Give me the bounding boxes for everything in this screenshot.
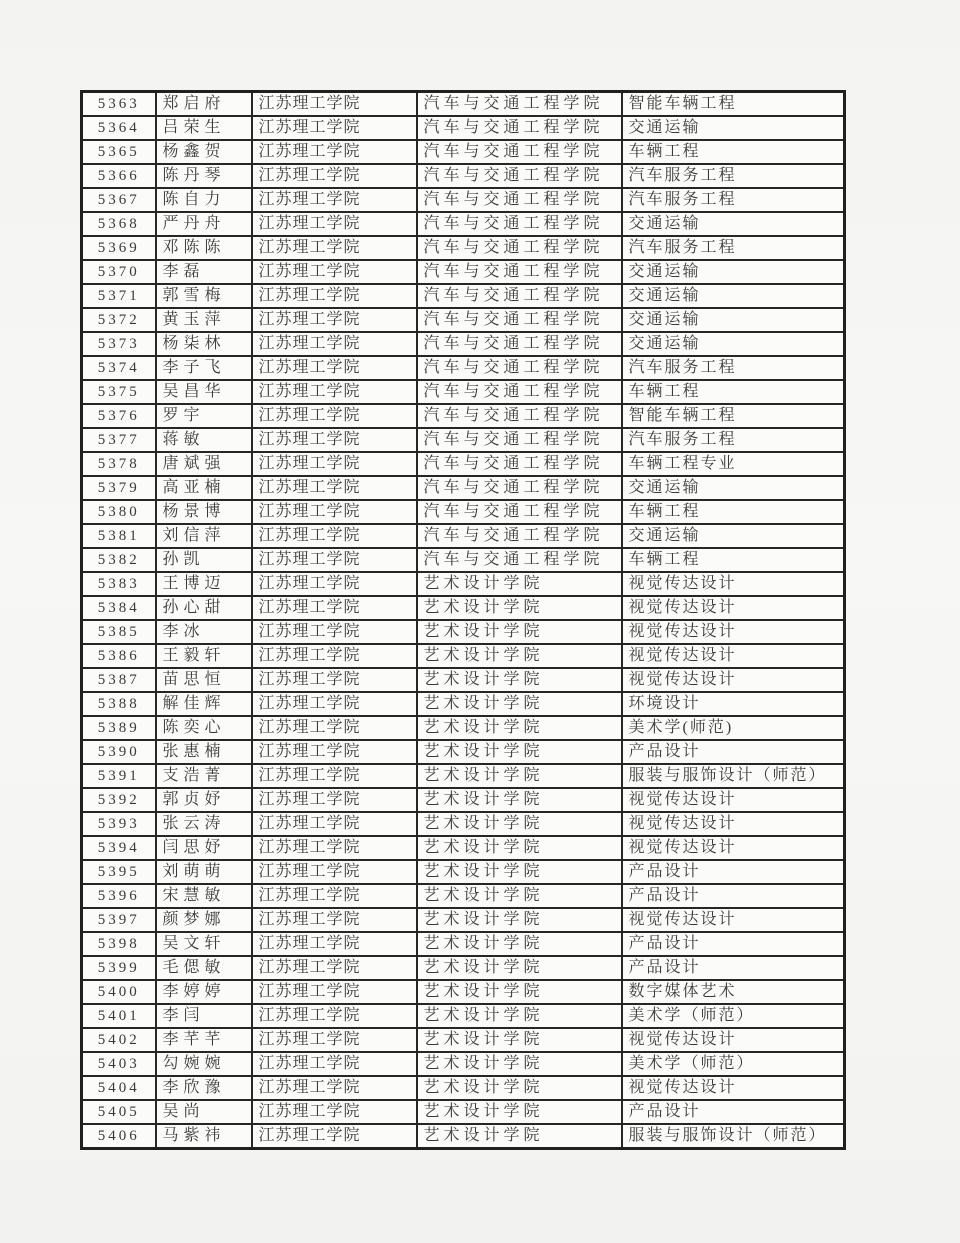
cell-student-number: 5378 [82, 452, 156, 476]
table-row [82, 140, 845, 164]
table-row [82, 500, 845, 524]
cell-student-name: 黄玉萍 [156, 308, 252, 332]
cell-student-name: 王博迈 [156, 572, 252, 596]
cell-college: 汽车与交通工程学院 [417, 188, 622, 212]
cell-university: 江苏理工学院 [252, 236, 417, 260]
cell-student-number: 5369 [82, 236, 156, 260]
cell-college: 汽车与交通工程学院 [417, 116, 622, 140]
cell-university: 江苏理工学院 [252, 980, 417, 1004]
cell-college: 汽车与交通工程学院 [417, 92, 622, 117]
cell-college: 汽车与交通工程学院 [417, 284, 622, 308]
cell-college: 艺术设计学院 [417, 668, 622, 692]
cell-university: 江苏理工学院 [252, 932, 417, 956]
table-row [82, 908, 845, 932]
cell-major: 汽车服务工程 [622, 188, 845, 212]
cell-student-number: 5372 [82, 308, 156, 332]
cell-college: 艺术设计学院 [417, 980, 622, 1004]
cell-college: 汽车与交通工程学院 [417, 332, 622, 356]
cell-college: 汽车与交通工程学院 [417, 476, 622, 500]
cell-university: 江苏理工学院 [252, 956, 417, 980]
cell-student-number: 5375 [82, 380, 156, 404]
cell-student-name: 郭贞妤 [156, 788, 252, 812]
cell-college: 艺术设计学院 [417, 596, 622, 620]
cell-student-name: 邓陈陈 [156, 236, 252, 260]
table-row [82, 836, 845, 860]
cell-university: 江苏理工学院 [252, 212, 417, 236]
cell-university: 江苏理工学院 [252, 284, 417, 308]
cell-college: 汽车与交通工程学院 [417, 500, 622, 524]
cell-university: 江苏理工学院 [252, 692, 417, 716]
table-row [82, 116, 845, 140]
cell-university: 江苏理工学院 [252, 1004, 417, 1028]
cell-student-name: 苗思恒 [156, 668, 252, 692]
table-row [82, 788, 845, 812]
cell-major: 汽车服务工程 [622, 164, 845, 188]
cell-university: 江苏理工学院 [252, 404, 417, 428]
cell-major: 交通运输 [622, 332, 845, 356]
cell-student-number: 5363 [82, 92, 156, 117]
cell-student-number: 5381 [82, 524, 156, 548]
table-row [82, 644, 845, 668]
table-row [82, 884, 845, 908]
table-row [82, 668, 845, 692]
cell-student-name: 杨柒林 [156, 332, 252, 356]
cell-student-name: 勾婉婉 [156, 1052, 252, 1076]
cell-university: 江苏理工学院 [252, 716, 417, 740]
cell-university: 江苏理工学院 [252, 1100, 417, 1124]
cell-student-name: 刘萌萌 [156, 860, 252, 884]
cell-student-name: 李芊芊 [156, 1028, 252, 1052]
cell-college: 艺术设计学院 [417, 932, 622, 956]
cell-university: 江苏理工学院 [252, 812, 417, 836]
cell-student-number: 5370 [82, 260, 156, 284]
cell-major: 视觉传达设计 [622, 668, 845, 692]
cell-student-name: 吴昌华 [156, 380, 252, 404]
cell-student-number: 5385 [82, 620, 156, 644]
table-row [82, 1004, 845, 1028]
cell-student-number: 5364 [82, 116, 156, 140]
cell-college: 艺术设计学院 [417, 764, 622, 788]
table-row [82, 548, 845, 572]
table-row [82, 980, 845, 1004]
cell-major: 交通运输 [622, 260, 845, 284]
cell-college: 艺术设计学院 [417, 956, 622, 980]
cell-student-name: 解佳辉 [156, 692, 252, 716]
cell-university: 江苏理工学院 [252, 1124, 417, 1149]
cell-college: 艺术设计学院 [417, 908, 622, 932]
cell-college: 艺术设计学院 [417, 572, 622, 596]
cell-student-name: 罗宇 [156, 404, 252, 428]
cell-major: 车辆工程 [622, 548, 845, 572]
cell-university: 江苏理工学院 [252, 524, 417, 548]
cell-college: 艺术设计学院 [417, 1004, 622, 1028]
cell-student-name: 李欣豫 [156, 1076, 252, 1100]
cell-university: 江苏理工学院 [252, 884, 417, 908]
cell-university: 江苏理工学院 [252, 164, 417, 188]
cell-college: 艺术设计学院 [417, 812, 622, 836]
table-row [82, 764, 845, 788]
cell-student-number: 5389 [82, 716, 156, 740]
cell-university: 江苏理工学院 [252, 260, 417, 284]
cell-major: 视觉传达设计 [622, 596, 845, 620]
cell-student-name: 吴尚 [156, 1100, 252, 1124]
cell-major: 产品设计 [622, 1100, 845, 1124]
cell-student-name: 杨景博 [156, 500, 252, 524]
cell-major: 视觉传达设计 [622, 572, 845, 596]
cell-student-name: 孙心甜 [156, 596, 252, 620]
cell-college: 艺术设计学院 [417, 716, 622, 740]
cell-major: 交通运输 [622, 308, 845, 332]
cell-major: 产品设计 [622, 956, 845, 980]
cell-major: 美术学(师范) [622, 716, 845, 740]
cell-college: 汽车与交通工程学院 [417, 428, 622, 452]
cell-university: 江苏理工学院 [252, 836, 417, 860]
table-row [82, 716, 845, 740]
table-row [82, 452, 845, 476]
cell-student-name: 李婷婷 [156, 980, 252, 1004]
cell-student-number: 5398 [82, 932, 156, 956]
cell-college: 汽车与交通工程学院 [417, 212, 622, 236]
cell-student-number: 5367 [82, 188, 156, 212]
cell-university: 江苏理工学院 [252, 740, 417, 764]
table-row [82, 1076, 845, 1100]
table-row [82, 428, 845, 452]
cell-student-number: 5383 [82, 572, 156, 596]
cell-student-number: 5406 [82, 1124, 156, 1149]
cell-major: 产品设计 [622, 740, 845, 764]
cell-major: 视觉传达设计 [622, 1076, 845, 1100]
cell-student-number: 5380 [82, 500, 156, 524]
cell-major: 产品设计 [622, 884, 845, 908]
cell-university: 江苏理工学院 [252, 476, 417, 500]
cell-student-number: 5379 [82, 476, 156, 500]
cell-university: 江苏理工学院 [252, 908, 417, 932]
cell-student-number: 5404 [82, 1076, 156, 1100]
cell-college: 艺术设计学院 [417, 1028, 622, 1052]
cell-student-name: 严丹舟 [156, 212, 252, 236]
cell-student-name: 陈丹琴 [156, 164, 252, 188]
cell-student-name: 颜梦娜 [156, 908, 252, 932]
cell-college: 汽车与交通工程学院 [417, 404, 622, 428]
table-row [82, 740, 845, 764]
cell-college: 汽车与交通工程学院 [417, 308, 622, 332]
table-body [82, 92, 845, 1149]
cell-college: 汽车与交通工程学院 [417, 236, 622, 260]
table-row [82, 956, 845, 980]
cell-student-number: 5382 [82, 548, 156, 572]
cell-student-number: 5387 [82, 668, 156, 692]
cell-college: 艺术设计学院 [417, 1124, 622, 1149]
cell-student-number: 5400 [82, 980, 156, 1004]
cell-university: 江苏理工学院 [252, 644, 417, 668]
cell-student-name: 支浩菁 [156, 764, 252, 788]
cell-university: 江苏理工学院 [252, 788, 417, 812]
cell-college: 艺术设计学院 [417, 644, 622, 668]
cell-university: 江苏理工学院 [252, 548, 417, 572]
cell-university: 江苏理工学院 [252, 332, 417, 356]
cell-university: 江苏理工学院 [252, 356, 417, 380]
cell-student-name: 宋慧敏 [156, 884, 252, 908]
cell-student-name: 闫思妤 [156, 836, 252, 860]
table-row [82, 332, 845, 356]
cell-college: 艺术设计学院 [417, 740, 622, 764]
cell-major: 视觉传达设计 [622, 908, 845, 932]
cell-major: 车辆工程 [622, 140, 845, 164]
cell-college: 艺术设计学院 [417, 860, 622, 884]
table-row [82, 932, 845, 956]
cell-university: 江苏理工学院 [252, 668, 417, 692]
cell-student-number: 5395 [82, 860, 156, 884]
cell-major: 汽车服务工程 [622, 428, 845, 452]
cell-major: 智能车辆工程 [622, 92, 845, 117]
cell-student-name: 孙凯 [156, 548, 252, 572]
cell-university: 江苏理工学院 [252, 428, 417, 452]
cell-university: 江苏理工学院 [252, 620, 417, 644]
cell-college: 艺术设计学院 [417, 1100, 622, 1124]
cell-university: 江苏理工学院 [252, 572, 417, 596]
cell-university: 江苏理工学院 [252, 116, 417, 140]
cell-student-name: 王毅轩 [156, 644, 252, 668]
cell-student-name: 李冰 [156, 620, 252, 644]
cell-college: 艺术设计学院 [417, 1076, 622, 1100]
cell-university: 江苏理工学院 [252, 860, 417, 884]
cell-major: 交通运输 [622, 116, 845, 140]
cell-major: 交通运输 [622, 212, 845, 236]
cell-college: 汽车与交通工程学院 [417, 548, 622, 572]
cell-student-name: 刘信萍 [156, 524, 252, 548]
cell-student-number: 5393 [82, 812, 156, 836]
cell-student-number: 5392 [82, 788, 156, 812]
cell-student-name: 李闫 [156, 1004, 252, 1028]
cell-university: 江苏理工学院 [252, 1028, 417, 1052]
cell-college: 艺术设计学院 [417, 884, 622, 908]
cell-major: 交通运输 [622, 524, 845, 548]
table-row [82, 356, 845, 380]
cell-major: 视觉传达设计 [622, 620, 845, 644]
cell-student-name: 陈自力 [156, 188, 252, 212]
table-row [82, 164, 845, 188]
cell-college: 汽车与交通工程学院 [417, 356, 622, 380]
cell-university: 江苏理工学院 [252, 308, 417, 332]
table-row [82, 212, 845, 236]
cell-major: 视觉传达设计 [622, 836, 845, 860]
cell-college: 汽车与交通工程学院 [417, 452, 622, 476]
cell-university: 江苏理工学院 [252, 92, 417, 117]
cell-student-number: 5403 [82, 1052, 156, 1076]
cell-student-number: 5390 [82, 740, 156, 764]
cell-student-name: 杨鑫贺 [156, 140, 252, 164]
cell-major: 美术学（师范） [622, 1004, 845, 1028]
table-row [82, 1100, 845, 1124]
cell-student-number: 5365 [82, 140, 156, 164]
cell-college: 艺术设计学院 [417, 692, 622, 716]
cell-student-name: 张惠楠 [156, 740, 252, 764]
cell-student-number: 5386 [82, 644, 156, 668]
cell-student-number: 5388 [82, 692, 156, 716]
cell-student-number: 5373 [82, 332, 156, 356]
cell-major: 交通运输 [622, 284, 845, 308]
cell-student-number: 5374 [82, 356, 156, 380]
cell-major: 视觉传达设计 [622, 1028, 845, 1052]
cell-major: 车辆工程专业 [622, 452, 845, 476]
cell-major: 交通运输 [622, 476, 845, 500]
cell-major: 环境设计 [622, 692, 845, 716]
cell-major: 汽车服务工程 [622, 356, 845, 380]
cell-university: 江苏理工学院 [252, 1076, 417, 1100]
cell-university: 江苏理工学院 [252, 140, 417, 164]
table-row [82, 860, 845, 884]
cell-student-number: 5394 [82, 836, 156, 860]
cell-student-name: 马紫祎 [156, 1124, 252, 1149]
cell-major: 产品设计 [622, 932, 845, 956]
cell-student-number: 5397 [82, 908, 156, 932]
cell-student-number: 5401 [82, 1004, 156, 1028]
cell-student-name: 吴文轩 [156, 932, 252, 956]
cell-major: 服装与服饰设计（师范） [622, 764, 845, 788]
cell-major: 视觉传达设计 [622, 644, 845, 668]
cell-college: 汽车与交通工程学院 [417, 380, 622, 404]
table-row [82, 524, 845, 548]
student-roster-table [80, 90, 846, 1150]
cell-college: 艺术设计学院 [417, 788, 622, 812]
table-row [82, 596, 845, 620]
cell-student-name: 李子飞 [156, 356, 252, 380]
cell-university: 江苏理工学院 [252, 500, 417, 524]
cell-major: 视觉传达设计 [622, 812, 845, 836]
cell-student-number: 5402 [82, 1028, 156, 1052]
table-row [82, 380, 845, 404]
table-row [82, 476, 845, 500]
table-row [82, 1028, 845, 1052]
cell-student-name: 毛偲敏 [156, 956, 252, 980]
table-row [82, 260, 845, 284]
cell-student-name: 陈奕心 [156, 716, 252, 740]
cell-university: 江苏理工学院 [252, 452, 417, 476]
cell-student-name: 高亚楠 [156, 476, 252, 500]
cell-university: 江苏理工学院 [252, 1052, 417, 1076]
table-row [82, 404, 845, 428]
cell-major: 智能车辆工程 [622, 404, 845, 428]
cell-college: 汽车与交通工程学院 [417, 140, 622, 164]
cell-major: 数字媒体艺术 [622, 980, 845, 1004]
cell-major: 美术学（师范） [622, 1052, 845, 1076]
table-row [82, 92, 845, 117]
cell-major: 视觉传达设计 [622, 788, 845, 812]
cell-college: 艺术设计学院 [417, 620, 622, 644]
cell-student-name: 蒋敏 [156, 428, 252, 452]
cell-student-name: 郑启府 [156, 92, 252, 117]
cell-student-number: 5376 [82, 404, 156, 428]
cell-major: 汽车服务工程 [622, 236, 845, 260]
cell-student-name: 唐斌强 [156, 452, 252, 476]
cell-major: 产品设计 [622, 860, 845, 884]
cell-student-number: 5405 [82, 1100, 156, 1124]
cell-college: 艺术设计学院 [417, 836, 622, 860]
cell-student-number: 5371 [82, 284, 156, 308]
cell-student-name: 郭雪梅 [156, 284, 252, 308]
cell-student-name: 吕荣生 [156, 116, 252, 140]
cell-student-number: 5368 [82, 212, 156, 236]
table-row [82, 236, 845, 260]
table-row [82, 692, 845, 716]
cell-college: 汽车与交通工程学院 [417, 164, 622, 188]
cell-university: 江苏理工学院 [252, 596, 417, 620]
cell-student-number: 5366 [82, 164, 156, 188]
cell-student-number: 5399 [82, 956, 156, 980]
cell-university: 江苏理工学院 [252, 188, 417, 212]
cell-major: 车辆工程 [622, 380, 845, 404]
cell-major: 服装与服饰设计（师范） [622, 1124, 845, 1149]
table-row [82, 572, 845, 596]
cell-college: 艺术设计学院 [417, 1052, 622, 1076]
table-row [82, 188, 845, 212]
cell-college: 汽车与交通工程学院 [417, 524, 622, 548]
cell-student-name: 李磊 [156, 260, 252, 284]
table-row [82, 308, 845, 332]
cell-student-number: 5384 [82, 596, 156, 620]
table-row [82, 812, 845, 836]
cell-college: 汽车与交通工程学院 [417, 260, 622, 284]
table-row [82, 1052, 845, 1076]
cell-university: 江苏理工学院 [252, 380, 417, 404]
table-row [82, 620, 845, 644]
cell-student-name: 张云涛 [156, 812, 252, 836]
cell-student-number: 5396 [82, 884, 156, 908]
cell-student-number: 5391 [82, 764, 156, 788]
cell-university: 江苏理工学院 [252, 764, 417, 788]
cell-major: 车辆工程 [622, 500, 845, 524]
table-row [82, 1124, 845, 1149]
cell-student-number: 5377 [82, 428, 156, 452]
table-row [82, 284, 845, 308]
